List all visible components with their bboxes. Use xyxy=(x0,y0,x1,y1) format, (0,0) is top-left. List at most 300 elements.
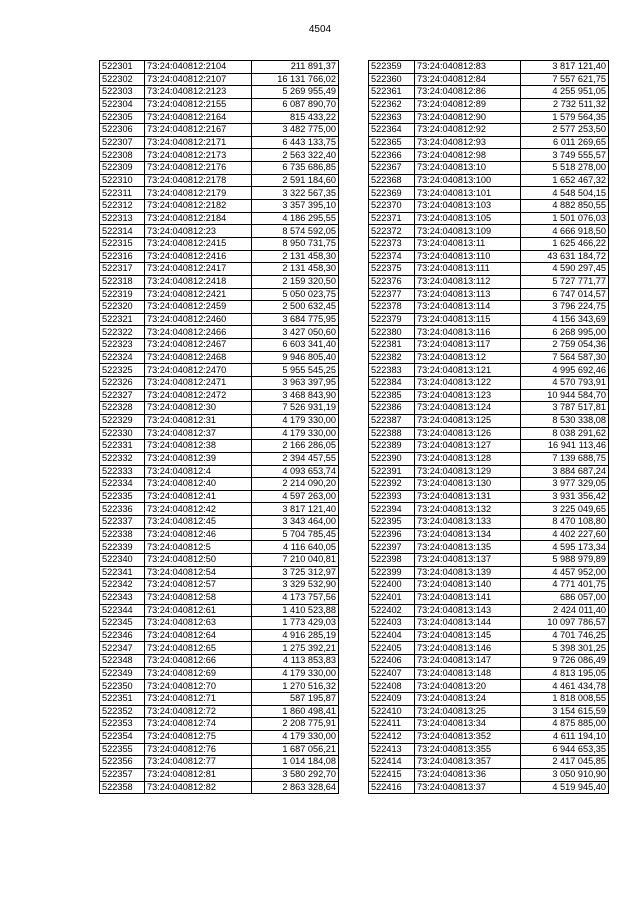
table-row xyxy=(369,553,609,566)
cadastral-number-cell: 73:24:040813:125 xyxy=(415,414,521,427)
value-cell: 7 564 587,30 xyxy=(521,351,609,364)
value-cell: 3 884 687,24 xyxy=(521,465,609,478)
value-cell: 815 433,22 xyxy=(252,111,339,124)
cadastral-number-cell: 73:24:040812:81 xyxy=(145,768,252,781)
cadastral-number-cell: 73:24:040812:70 xyxy=(145,680,252,693)
value-cell: 3 343 464,00 xyxy=(252,516,339,529)
value-cell: 2 759 054,36 xyxy=(521,339,609,352)
value-cell: 4 916 285,19 xyxy=(252,629,339,642)
cadastral-number-cell: 73:24:040813:25 xyxy=(415,705,521,718)
row-number-cell: 522413 xyxy=(369,743,415,756)
cadastral-number-cell: 73:24:040812:2167 xyxy=(145,124,252,137)
table-row xyxy=(369,427,609,440)
table-row xyxy=(100,149,339,162)
value-cell: 4 179 330,00 xyxy=(252,414,339,427)
table-row xyxy=(369,288,609,301)
value-cell: 3 963 397,95 xyxy=(252,377,339,390)
value-cell: 3 580 292,70 xyxy=(252,768,339,781)
row-number-cell: 522376 xyxy=(369,275,415,288)
table-row xyxy=(100,503,339,516)
cadastral-number-cell: 73:24:040812:2470 xyxy=(145,364,252,377)
table-row xyxy=(369,326,609,339)
table-row xyxy=(369,377,609,390)
value-cell: 2 166 286,05 xyxy=(252,440,339,453)
table-row xyxy=(100,553,339,566)
row-number-cell: 522353 xyxy=(100,718,145,731)
cadastral-number-cell: 73:24:040812:83 xyxy=(415,61,521,74)
table-row xyxy=(100,655,339,668)
table-row xyxy=(100,275,339,288)
cadastral-number-cell: 73:24:040813:20 xyxy=(415,680,521,693)
cadastral-number-cell: 73:24:040812:40 xyxy=(145,478,252,491)
value-cell: 4 611 194,10 xyxy=(521,730,609,743)
cadastral-number-cell: 73:24:040812:86 xyxy=(415,86,521,99)
table-row xyxy=(100,98,339,111)
value-cell: 5 050 023,75 xyxy=(252,288,339,301)
value-cell: 9 726 086,49 xyxy=(521,655,609,668)
cadastral-number-cell: 73:24:040812:4 xyxy=(145,465,252,478)
row-number-cell: 522369 xyxy=(369,187,415,200)
value-cell: 5 704 785,45 xyxy=(252,528,339,541)
row-number-cell: 522339 xyxy=(100,541,145,554)
row-number-cell: 522406 xyxy=(369,655,415,668)
value-cell: 4 255 951,05 xyxy=(521,86,609,99)
row-number-cell: 522306 xyxy=(100,124,145,137)
cadastral-number-cell: 73:24:040812:84 xyxy=(415,73,521,86)
cadastral-number-cell: 73:24:040813:115 xyxy=(415,313,521,326)
value-cell: 1 410 523,88 xyxy=(252,604,339,617)
row-number-cell: 522328 xyxy=(100,402,145,415)
row-number-cell: 522407 xyxy=(369,667,415,680)
row-number-cell: 522372 xyxy=(369,225,415,238)
table-row xyxy=(369,591,609,604)
table-row xyxy=(369,642,609,655)
cadastral-number-cell: 73:24:040813:139 xyxy=(415,566,521,579)
cadastral-number-cell: 73:24:040812:2176 xyxy=(145,162,252,175)
table-row xyxy=(100,313,339,326)
value-cell: 4 570 793,91 xyxy=(521,377,609,390)
value-cell: 1 270 516,32 xyxy=(252,680,339,693)
cadastral-number-cell: 73:24:040813:146 xyxy=(415,642,521,655)
value-cell: 2 131 458,30 xyxy=(252,263,339,276)
value-cell: 3 482 775,00 xyxy=(252,124,339,137)
value-cell: 3 749 555,57 xyxy=(521,149,609,162)
table-row xyxy=(369,579,609,592)
table-row xyxy=(369,149,609,162)
table-row xyxy=(100,389,339,402)
cadastral-number-cell: 73:24:040812:82 xyxy=(145,781,252,794)
cadastral-number-cell: 73:24:040813:141 xyxy=(415,591,521,604)
value-cell: 6 087 890,70 xyxy=(252,98,339,111)
cadastral-number-cell: 73:24:040812:2415 xyxy=(145,237,252,250)
table-row xyxy=(100,579,339,592)
table-row xyxy=(100,301,339,314)
value-cell: 10 097 786,57 xyxy=(521,617,609,630)
value-cell: 2 208 775,91 xyxy=(252,718,339,731)
cadastral-number-cell: 73:24:040813:116 xyxy=(415,326,521,339)
value-cell: 1 652 467,32 xyxy=(521,174,609,187)
table-row xyxy=(369,98,609,111)
value-cell: 5 955 545,25 xyxy=(252,364,339,377)
cadastral-number-cell: 73:24:040812:2182 xyxy=(145,200,252,213)
table-row xyxy=(100,237,339,250)
cadastral-number-cell: 73:24:040813:112 xyxy=(415,275,521,288)
row-number-cell: 522366 xyxy=(369,149,415,162)
cadastral-number-cell: 73:24:040812:46 xyxy=(145,528,252,541)
value-cell: 2 732 511,32 xyxy=(521,98,609,111)
value-cell: 1 275 392,21 xyxy=(252,642,339,655)
table-row xyxy=(369,478,609,491)
value-cell: 1 818 008,55 xyxy=(521,693,609,706)
value-cell: 5 727 771,77 xyxy=(521,275,609,288)
row-number-cell: 522389 xyxy=(369,440,415,453)
table-row xyxy=(369,162,609,175)
row-number-cell: 522359 xyxy=(369,61,415,74)
value-cell: 4 186 295,55 xyxy=(252,212,339,225)
cadastral-number-cell: 73:24:040812:23 xyxy=(145,225,252,238)
table-row xyxy=(369,528,609,541)
table-row xyxy=(369,516,609,529)
row-number-cell: 522329 xyxy=(100,414,145,427)
cadastral-number-cell: 73:24:040812:2417 xyxy=(145,263,252,276)
row-number-cell: 522414 xyxy=(369,756,415,769)
cadastral-number-cell: 73:24:040812:71 xyxy=(145,693,252,706)
value-cell: 6 011 269,65 xyxy=(521,136,609,149)
value-cell: 2 577 253,50 xyxy=(521,124,609,137)
value-cell: 1 579 564,35 xyxy=(521,111,609,124)
value-cell: 5 269 955,49 xyxy=(252,86,339,99)
table-row xyxy=(369,541,609,554)
table-row xyxy=(369,465,609,478)
row-number-cell: 522409 xyxy=(369,693,415,706)
value-cell: 4 179 330,00 xyxy=(252,427,339,440)
value-cell: 3 817 121,40 xyxy=(521,61,609,74)
cadastral-number-cell: 73:24:040813:140 xyxy=(415,579,521,592)
row-number-cell: 522392 xyxy=(369,478,415,491)
table-row xyxy=(369,313,609,326)
table-row xyxy=(100,288,339,301)
value-cell: 4 595 173,34 xyxy=(521,541,609,554)
table-row xyxy=(369,503,609,516)
value-cell: 16 941 113,46 xyxy=(521,440,609,453)
row-number-cell: 522379 xyxy=(369,313,415,326)
cadastral-number-cell: 73:24:040813:12 xyxy=(415,351,521,364)
value-cell: 3 357 395,10 xyxy=(252,200,339,213)
cadastral-number-cell: 73:24:040812:2471 xyxy=(145,377,252,390)
row-number-cell: 522396 xyxy=(369,528,415,541)
cadastral-number-cell: 73:24:040812:63 xyxy=(145,617,252,630)
cadastral-number-cell: 73:24:040812:2467 xyxy=(145,339,252,352)
value-cell: 4 113 853,83 xyxy=(252,655,339,668)
row-number-cell: 522320 xyxy=(100,301,145,314)
table-row xyxy=(100,364,339,377)
value-cell: 1 014 184,08 xyxy=(252,756,339,769)
table-row xyxy=(100,566,339,579)
cadastral-number-cell: 73:24:040813:101 xyxy=(415,187,521,200)
cadastral-number-cell: 73:24:040812:2171 xyxy=(145,136,252,149)
row-number-cell: 522325 xyxy=(100,364,145,377)
value-cell: 4 597 263,00 xyxy=(252,490,339,503)
table-row xyxy=(100,377,339,390)
value-cell: 2 159 320,50 xyxy=(252,275,339,288)
value-cell: 4 771 401,75 xyxy=(521,579,609,592)
row-number-cell: 522400 xyxy=(369,579,415,592)
row-number-cell: 522347 xyxy=(100,642,145,655)
row-number-cell: 522308 xyxy=(100,149,145,162)
value-cell: 4 548 504,15 xyxy=(521,187,609,200)
table-row xyxy=(100,162,339,175)
table-row xyxy=(100,86,339,99)
table-row xyxy=(100,743,339,756)
row-number-cell: 522394 xyxy=(369,503,415,516)
value-cell: 587 195,87 xyxy=(252,693,339,706)
row-number-cell: 522304 xyxy=(100,98,145,111)
row-number-cell: 522388 xyxy=(369,427,415,440)
value-cell: 4 156 343,69 xyxy=(521,313,609,326)
table-row xyxy=(100,705,339,718)
cadastral-number-cell: 73:24:040813:137 xyxy=(415,553,521,566)
table-row xyxy=(369,364,609,377)
row-number-cell: 522342 xyxy=(100,579,145,592)
value-cell: 4 813 195,05 xyxy=(521,667,609,680)
table-row xyxy=(100,402,339,415)
cadastral-number-cell: 73:24:040813:355 xyxy=(415,743,521,756)
cadastral-number-cell: 73:24:040813:135 xyxy=(415,541,521,554)
cadastral-table-left xyxy=(99,60,339,794)
cadastral-number-cell: 73:24:040813:113 xyxy=(415,288,521,301)
cadastral-number-cell: 73:24:040813:10 xyxy=(415,162,521,175)
value-cell: 2 863 328,64 xyxy=(252,781,339,794)
table-row xyxy=(369,124,609,137)
cadastral-number-cell: 73:24:040813:134 xyxy=(415,528,521,541)
cadastral-number-cell: 73:24:040812:92 xyxy=(415,124,521,137)
row-number-cell: 522352 xyxy=(100,705,145,718)
table-row xyxy=(369,604,609,617)
value-cell: 3 977 329,05 xyxy=(521,478,609,491)
value-cell: 4 519 945,40 xyxy=(521,781,609,794)
table-row xyxy=(100,768,339,781)
table-row xyxy=(369,389,609,402)
row-number-cell: 522333 xyxy=(100,465,145,478)
row-number-cell: 522362 xyxy=(369,98,415,111)
table-row xyxy=(100,528,339,541)
row-number-cell: 522410 xyxy=(369,705,415,718)
value-cell: 4 666 918,50 xyxy=(521,225,609,238)
value-cell: 6 944 653,35 xyxy=(521,743,609,756)
row-number-cell: 522343 xyxy=(100,591,145,604)
row-number-cell: 522411 xyxy=(369,718,415,731)
table-row xyxy=(100,263,339,276)
table-row xyxy=(100,73,339,86)
table-row xyxy=(369,136,609,149)
table-row xyxy=(369,743,609,756)
row-number-cell: 522386 xyxy=(369,402,415,415)
cadastral-number-cell: 73:24:040812:2104 xyxy=(145,61,252,74)
row-number-cell: 522375 xyxy=(369,263,415,276)
table-row xyxy=(369,566,609,579)
row-number-cell: 522391 xyxy=(369,465,415,478)
row-number-cell: 522349 xyxy=(100,667,145,680)
cadastral-number-cell: 73:24:040813:147 xyxy=(415,655,521,668)
table-row xyxy=(369,452,609,465)
row-number-cell: 522319 xyxy=(100,288,145,301)
row-number-cell: 522327 xyxy=(100,389,145,402)
table-row xyxy=(100,617,339,630)
cadastral-number-cell: 73:24:040813:11 xyxy=(415,237,521,250)
row-number-cell: 522330 xyxy=(100,427,145,440)
cadastral-number-cell: 73:24:040813:24 xyxy=(415,693,521,706)
value-cell: 4 701 746,25 xyxy=(521,629,609,642)
row-number-cell: 522331 xyxy=(100,440,145,453)
value-cell: 4 461 434,78 xyxy=(521,680,609,693)
cadastral-number-cell: 73:24:040813:114 xyxy=(415,301,521,314)
row-number-cell: 522358 xyxy=(100,781,145,794)
row-number-cell: 522415 xyxy=(369,768,415,781)
cadastral-number-cell: 73:24:040812:64 xyxy=(145,629,252,642)
row-number-cell: 522377 xyxy=(369,288,415,301)
row-number-cell: 522351 xyxy=(100,693,145,706)
table-row xyxy=(100,718,339,731)
value-cell: 6 603 341,40 xyxy=(252,339,339,352)
value-cell: 686 057,00 xyxy=(521,591,609,604)
cadastral-number-cell: 73:24:040812:2459 xyxy=(145,301,252,314)
value-cell: 3 427 050,60 xyxy=(252,326,339,339)
row-number-cell: 522368 xyxy=(369,174,415,187)
cadastral-number-cell: 73:24:040812:76 xyxy=(145,743,252,756)
row-number-cell: 522350 xyxy=(100,680,145,693)
table-row xyxy=(369,111,609,124)
value-cell: 2 563 322,40 xyxy=(252,149,339,162)
value-cell: 3 817 121,40 xyxy=(252,503,339,516)
table-row xyxy=(100,541,339,554)
cadastral-number-cell: 73:24:040813:131 xyxy=(415,490,521,503)
value-cell: 4 457 952,00 xyxy=(521,566,609,579)
row-number-cell: 522370 xyxy=(369,200,415,213)
value-cell: 8 574 592,05 xyxy=(252,225,339,238)
row-number-cell: 522378 xyxy=(369,301,415,314)
value-cell: 2 214 090,20 xyxy=(252,478,339,491)
table-row xyxy=(100,61,339,74)
cadastral-number-cell: 73:24:040812:61 xyxy=(145,604,252,617)
value-cell: 7 210 040,81 xyxy=(252,553,339,566)
value-cell: 2 591 184,60 xyxy=(252,174,339,187)
row-number-cell: 522373 xyxy=(369,237,415,250)
row-number-cell: 522345 xyxy=(100,617,145,630)
row-number-cell: 522387 xyxy=(369,414,415,427)
value-cell: 3 684 775,95 xyxy=(252,313,339,326)
value-cell: 3 468 843,90 xyxy=(252,389,339,402)
table-row xyxy=(369,680,609,693)
table-row xyxy=(100,680,339,693)
cadastral-number-cell: 73:24:040812:89 xyxy=(415,98,521,111)
value-cell: 6 735 686,85 xyxy=(252,162,339,175)
row-number-cell: 522403 xyxy=(369,617,415,630)
table-row xyxy=(369,275,609,288)
value-cell: 2 500 632,45 xyxy=(252,301,339,314)
table-row xyxy=(369,440,609,453)
value-cell: 2 424 011,40 xyxy=(521,604,609,617)
table-row xyxy=(369,730,609,743)
row-number-cell: 522301 xyxy=(100,61,145,74)
value-cell: 8 950 731,75 xyxy=(252,237,339,250)
cadastral-number-cell: 73:24:040812:58 xyxy=(145,591,252,604)
row-number-cell: 522402 xyxy=(369,604,415,617)
row-number-cell: 522367 xyxy=(369,162,415,175)
row-number-cell: 522309 xyxy=(100,162,145,175)
table-row xyxy=(100,478,339,491)
table-row xyxy=(369,490,609,503)
table-row xyxy=(100,693,339,706)
cadastral-number-cell: 73:24:040813:124 xyxy=(415,402,521,415)
row-number-cell: 522397 xyxy=(369,541,415,554)
cadastral-number-cell: 73:24:040813:122 xyxy=(415,377,521,390)
cadastral-number-cell: 73:24:040813:123 xyxy=(415,389,521,402)
row-number-cell: 522346 xyxy=(100,629,145,642)
value-cell: 8 038 291,62 xyxy=(521,427,609,440)
table-row xyxy=(100,516,339,529)
value-cell: 4 590 297,45 xyxy=(521,263,609,276)
table-row xyxy=(100,414,339,427)
cadastral-number-cell: 73:24:040812:37 xyxy=(145,427,252,440)
row-number-cell: 522381 xyxy=(369,339,415,352)
table-row xyxy=(369,237,609,250)
table-row xyxy=(100,465,339,478)
table-row xyxy=(100,452,339,465)
value-cell: 16 131 766,02 xyxy=(252,73,339,86)
row-number-cell: 522310 xyxy=(100,174,145,187)
cadastral-number-cell: 73:24:040813:36 xyxy=(415,768,521,781)
cadastral-number-cell: 73:24:040812:2421 xyxy=(145,288,252,301)
table-row xyxy=(369,718,609,731)
row-number-cell: 522393 xyxy=(369,490,415,503)
row-number-cell: 522332 xyxy=(100,452,145,465)
value-cell: 1 625 466,22 xyxy=(521,237,609,250)
table-row xyxy=(369,705,609,718)
value-cell: 211 891,37 xyxy=(252,61,339,74)
cadastral-number-cell: 73:24:040812:2155 xyxy=(145,98,252,111)
value-cell: 3 931 356,42 xyxy=(521,490,609,503)
table-row xyxy=(100,326,339,339)
table-row xyxy=(369,263,609,276)
value-cell: 10 944 584,70 xyxy=(521,389,609,402)
row-number-cell: 522395 xyxy=(369,516,415,529)
table-row xyxy=(369,402,609,415)
value-cell: 3 796 224,75 xyxy=(521,301,609,314)
value-cell: 4 173 757,56 xyxy=(252,591,339,604)
cadastral-number-cell: 73:24:040813:121 xyxy=(415,364,521,377)
value-cell: 3 050 910,90 xyxy=(521,768,609,781)
value-cell: 9 946 805,40 xyxy=(252,351,339,364)
table-row xyxy=(369,174,609,187)
cadastral-number-cell: 73:24:040812:74 xyxy=(145,718,252,731)
value-cell: 3 322 567,35 xyxy=(252,187,339,200)
cadastral-number-cell: 73:24:040813:105 xyxy=(415,212,521,225)
row-number-cell: 522340 xyxy=(100,553,145,566)
value-cell: 5 398 301,25 xyxy=(521,642,609,655)
row-number-cell: 522348 xyxy=(100,655,145,668)
table-row xyxy=(100,124,339,137)
cadastral-number-cell: 73:24:040813:37 xyxy=(415,781,521,794)
row-number-cell: 522360 xyxy=(369,73,415,86)
row-number-cell: 522305 xyxy=(100,111,145,124)
table-row xyxy=(369,61,609,74)
cadastral-number-cell: 73:24:040813:117 xyxy=(415,339,521,352)
value-cell: 4 402 227,60 xyxy=(521,528,609,541)
row-number-cell: 522412 xyxy=(369,730,415,743)
cadastral-number-cell: 73:24:040812:2173 xyxy=(145,149,252,162)
value-cell: 4 093 653,74 xyxy=(252,465,339,478)
cadastral-number-cell: 73:24:040813:143 xyxy=(415,604,521,617)
